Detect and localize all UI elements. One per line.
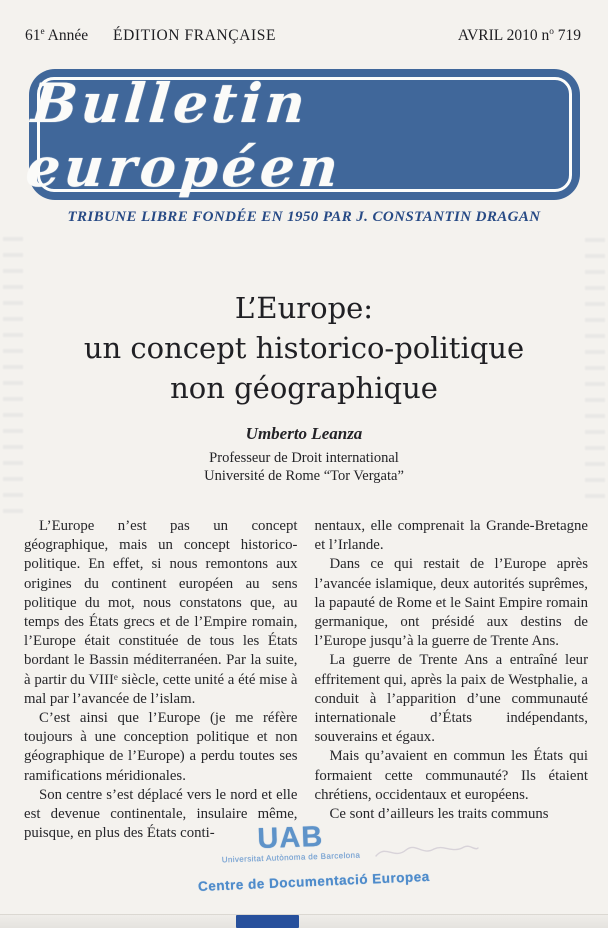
column-right <box>315 517 589 843</box>
volume-year <box>25 27 88 45</box>
volume-year-label: Année <box>44 27 89 44</box>
handwritten-signature <box>372 838 480 864</box>
author-affiliation: Université de Rome “Tor Vergata” <box>204 468 404 484</box>
issue-date <box>458 27 581 45</box>
article-title <box>0 288 608 408</box>
paragraph: La guerre de Trente Ans a entraîné leur effritement qui, après la paix de Westphalie, a conduit à l’apparition d’une communauté internationale d’États indépendants, souverains et égaux. <box>314 652 588 746</box>
paragraph: C’est ainsi que l’Europe (je me réfère toujours à une conception politique et non géographique de l’Europe) a perdu toutes ses ramifications méridionales. <box>24 710 298 784</box>
article-title-line-2: un concept historico-politique <box>83 331 525 365</box>
author-role: Professeur de Droit international <box>209 450 399 466</box>
uab-university-stamp <box>207 821 373 865</box>
paragraph-continuation: nentaux, elle comprenait la Grande-Bretagne et l’Irlande. <box>314 518 588 554</box>
article-title-line-3: non géographique <box>170 371 438 405</box>
issue-date-text: AVRIL 2010 n <box>457 27 550 44</box>
paragraph: L’Europe n’est pas un concept géographique, mais un concept historico-politique. En effet, si nous remontons aux origines du continent européen au sens politique du mot, nous constatons que, au temps des États grecs et de l’Empire romain, l’Europe était constituée de tous les États bordant le Bassin méditerranéen. Par la suite, à partir du VIIIᵉ siècle, cette unité a été mise à mal par l’avancée de l’islam. <box>24 518 298 707</box>
issue-number-superscript: o <box>549 26 554 37</box>
author-block <box>0 424 608 485</box>
masthead <box>0 27 608 47</box>
publication-title: Bulletin européen <box>23 70 345 199</box>
article-title-line-1: L’Europe: <box>234 291 374 325</box>
footer-blue-block <box>236 915 299 928</box>
volume-year-number: 61 <box>25 27 41 44</box>
issue-number: 719 <box>553 27 581 44</box>
publication-banner <box>23 69 580 200</box>
volume-year-superscript: e <box>40 26 45 37</box>
paragraph: Dans ce qui restait de l’Europe après l’avancée islamique, deux autorités suprêmes, la papauté de Rome et le Saint Empire romain germanique, ont présidé aux destins de l’Europe jusqu’à la guerre de Trente Ans. <box>314 556 588 650</box>
paragraph: Son centre s’est déplacé vers le nord et elle est devenue continentale, insulaire même, puisque, en plus des États conti- <box>24 786 298 842</box>
uab-university-name: Universitat Autònoma de Barcelona <box>221 850 361 865</box>
tribune-tagline: TRIBUNE LIBRE FONDÉE EN 1950 PAR J. CONSTANTIN DRAGAN <box>67 209 541 225</box>
paragraph: Mais qu’avaient en commun les États qui formaient cette communauté? Ils étaient chrétiens, occidentaux et européens. <box>314 748 588 803</box>
documentation-centre-stamp: Centre de Documentació Europea <box>197 868 431 895</box>
article-body <box>24 517 588 843</box>
scan-page-edge <box>0 914 608 928</box>
edition-label: ÉDITION FRANÇAISE <box>113 27 277 44</box>
uab-logo: UAB <box>256 820 324 856</box>
column-left <box>24 517 298 843</box>
paragraph: Ce sont d’ailleurs les traits communs <box>329 806 549 823</box>
author-name: Umberto Leanza <box>245 424 363 443</box>
